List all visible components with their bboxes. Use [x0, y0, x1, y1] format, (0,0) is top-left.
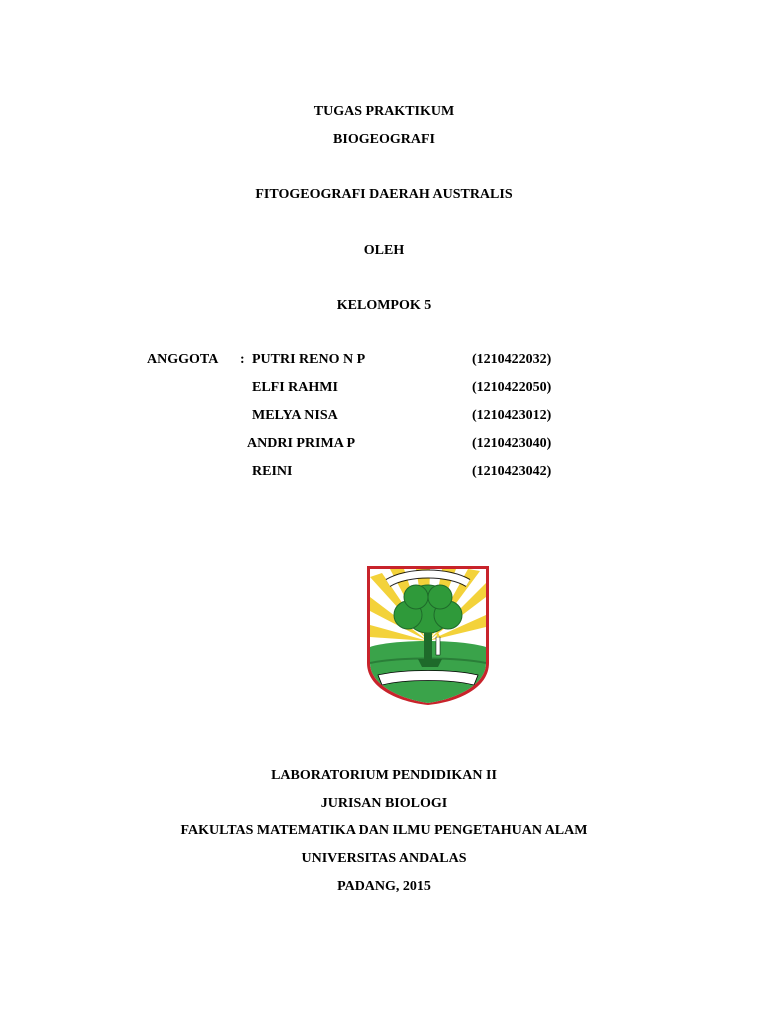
member-name: MELYA NISA: [252, 408, 338, 423]
universitas-andalas-emblem-icon: [364, 563, 492, 706]
member-id: (1210423042): [472, 464, 552, 479]
title-line-1: TUGAS PRAKTIKUM: [313, 104, 455, 119]
footer-line-department: JURISAN BIOLOGI: [320, 796, 448, 811]
members-label: ANGGOTA: [147, 352, 219, 367]
footer-line-lab: LABORATORIUM PENDIDIKAN II: [271, 768, 497, 783]
member-name: REINI: [252, 464, 293, 479]
footer-line-faculty: FAKULTAS MATEMATIKA DAN ILMU PENGETAHUAN ALAM: [180, 823, 588, 838]
by-label: OLEH: [363, 243, 405, 258]
member-id: (1210422050): [472, 380, 552, 395]
member-name: ELFI RAHMI: [252, 380, 338, 395]
footer-line-place-year: PADANG, 2015: [337, 879, 431, 894]
group-label: KELOMPOK 5: [336, 298, 432, 313]
member-id: (1210423012): [472, 408, 552, 423]
member-name: ANDRI PRIMA P: [247, 436, 356, 451]
member-name: PUTRI RENO N P: [252, 352, 366, 367]
member-id: (1210422032): [472, 352, 552, 367]
footer-line-university: UNIVERSITAS ANDALAS: [301, 851, 467, 866]
members-separator: :: [240, 352, 245, 367]
member-id: (1210423040): [472, 436, 552, 451]
topic-title: FITOGEOGRAFI DAERAH AUSTRALIS: [255, 187, 513, 202]
title-line-2: BIOGEOGRAFI: [333, 132, 435, 147]
